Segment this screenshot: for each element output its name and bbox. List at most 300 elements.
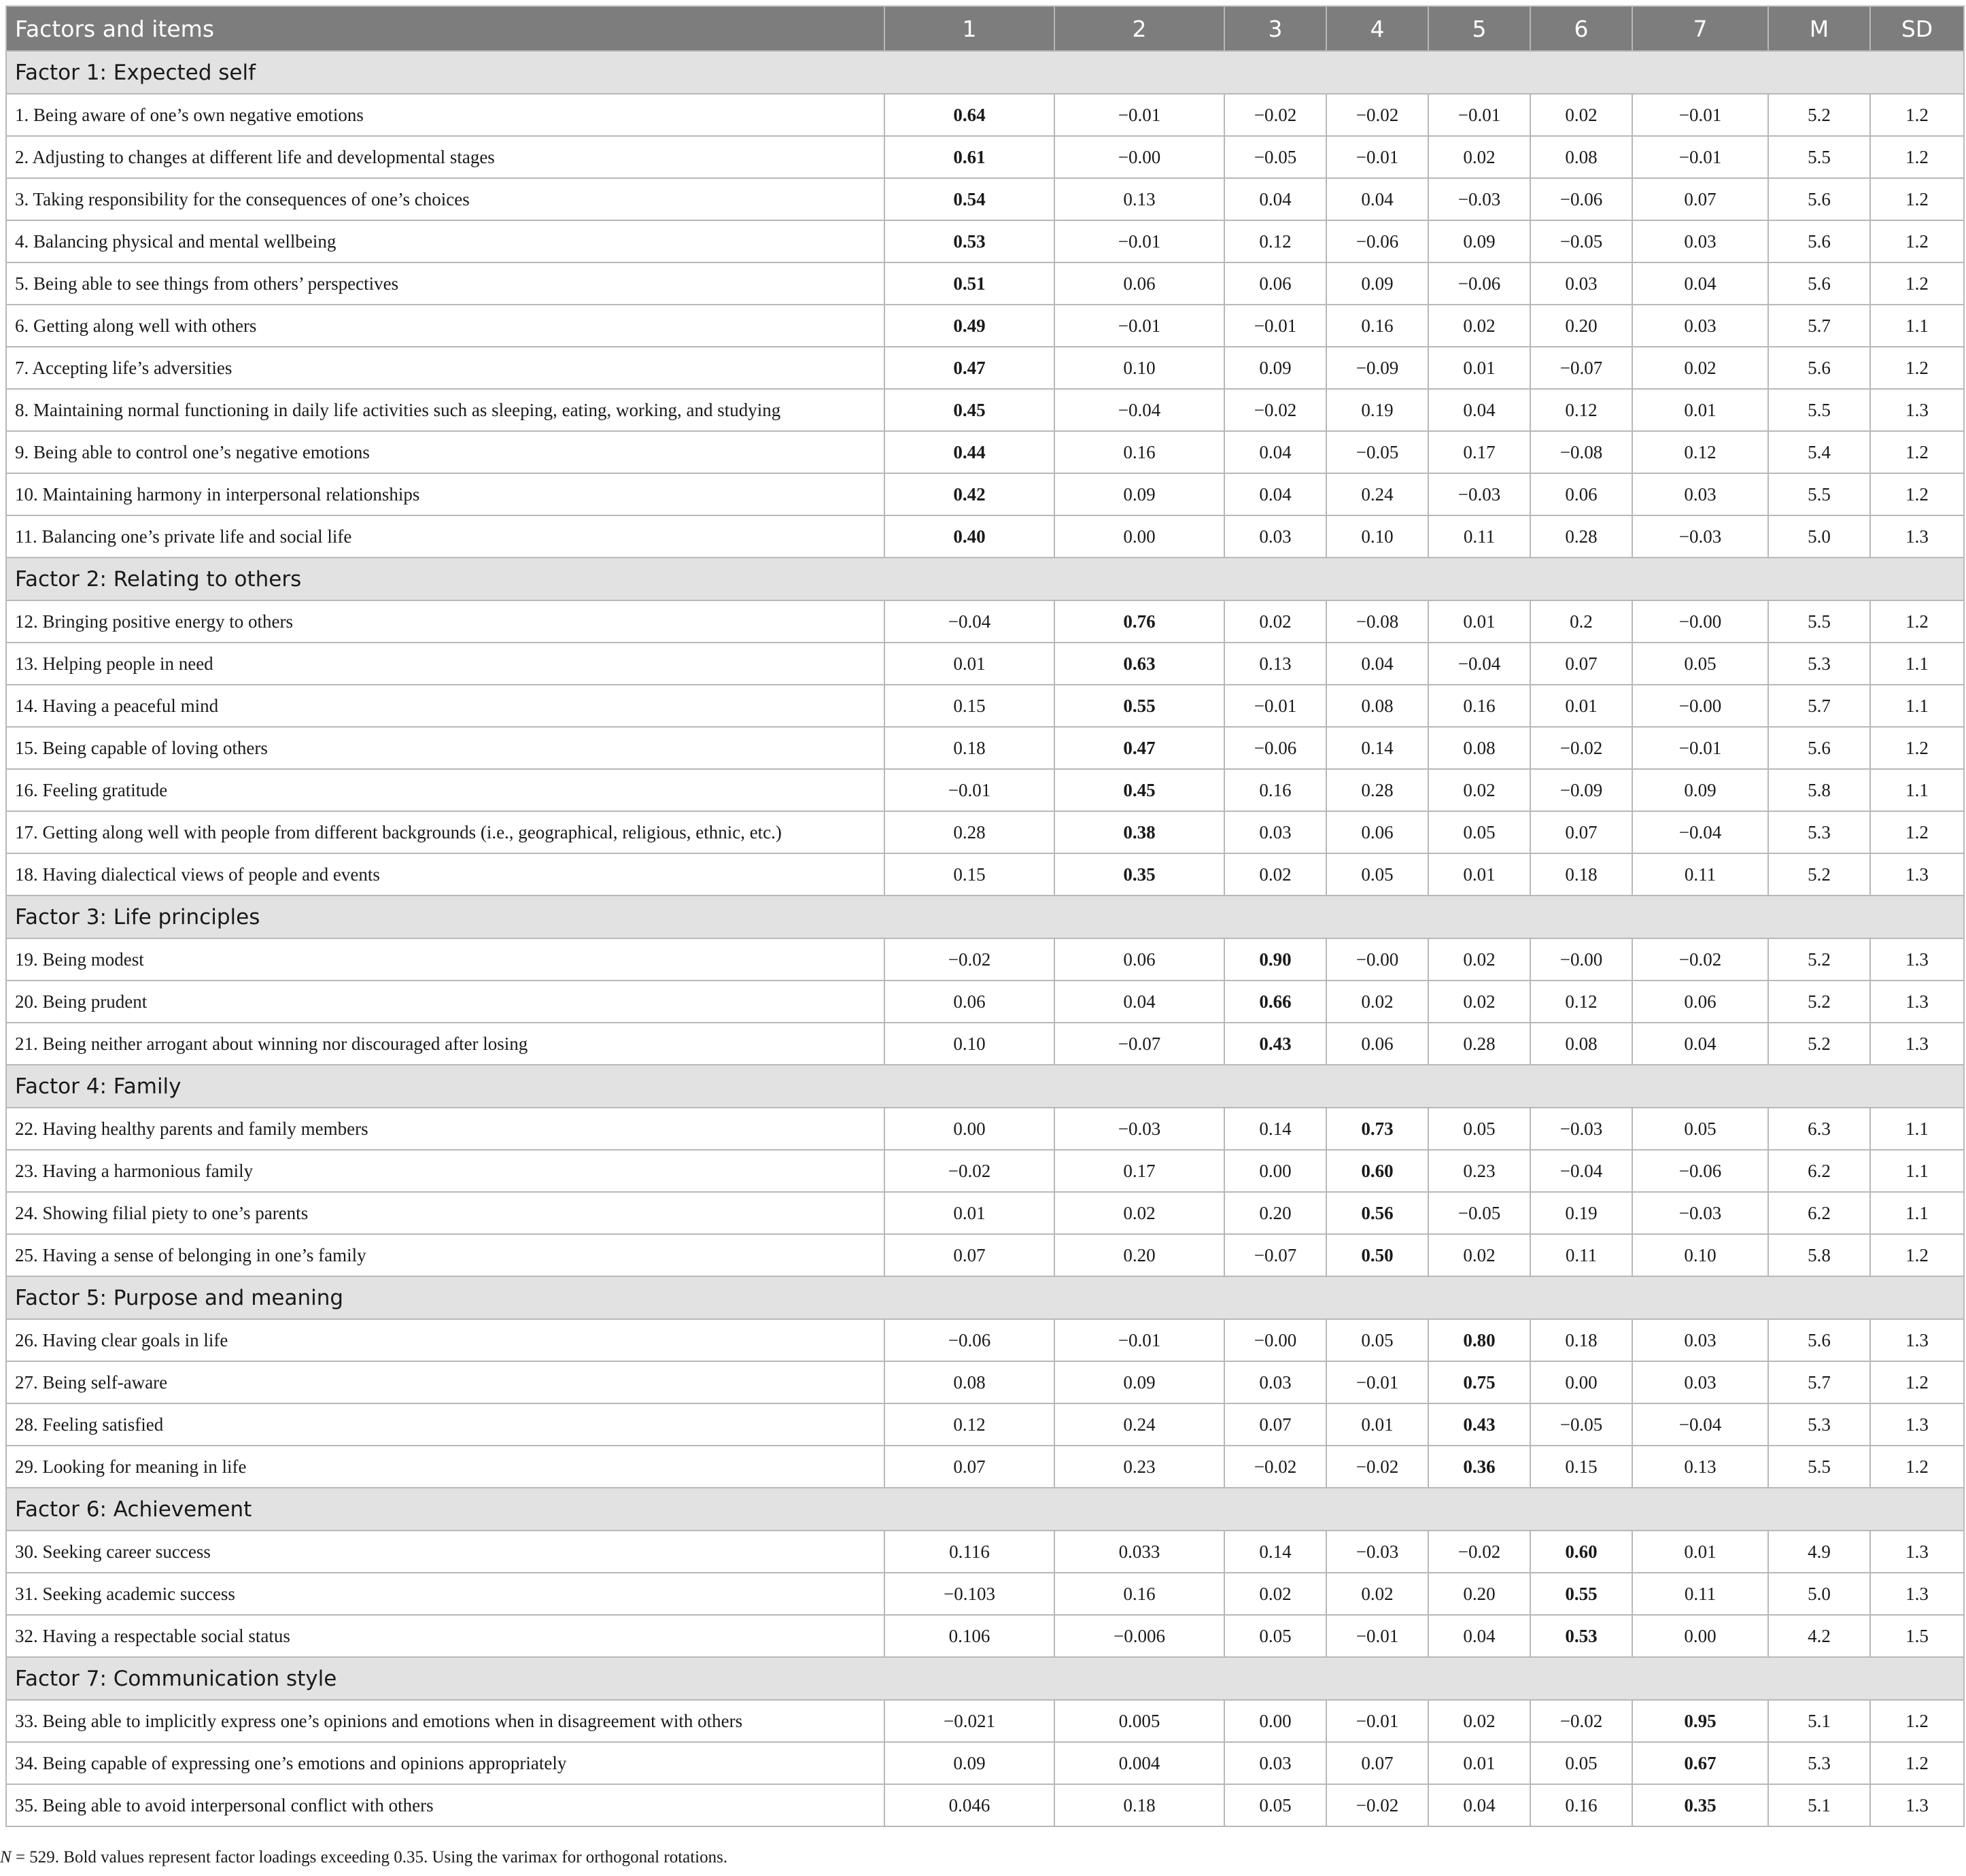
table-row <box>6 1784 1964 1826</box>
factor-group-title: Factor 1: Expected self <box>6 51 1964 94</box>
value-cell-sd: 1.2 <box>1870 94 1964 136</box>
value-cell-mean: 5.3 <box>1768 1403 1870 1446</box>
value-cell-factor-1: 0.64 <box>884 94 1054 136</box>
table-row <box>6 938 1964 980</box>
item-label-cell: 1. Being aware of one’s own negative emotions <box>6 94 884 136</box>
value-cell-factor-5: −0.05 <box>1428 1192 1530 1234</box>
value-cell-mean: 5.0 <box>1768 515 1870 558</box>
value-cell-mean: 5.6 <box>1768 178 1870 220</box>
item-label-cell: 9. Being able to control one’s negative emotions <box>6 431 884 473</box>
value-cell-factor-5: 0.01 <box>1428 853 1530 896</box>
table-row <box>6 1742 1964 1784</box>
value-cell-factor-2: −0.01 <box>1054 94 1224 136</box>
value-cell-factor-6: 0.60 <box>1530 1531 1632 1573</box>
value-cell-mean: 5.0 <box>1768 1573 1870 1615</box>
value-cell-mean: 5.5 <box>1768 389 1870 431</box>
value-cell-factor-4: 0.60 <box>1326 1150 1428 1192</box>
footnote-text: = 529. Bold values represent factor loadings exceeding 0.35. Using the varimax for orthogonal rotations. <box>11 1848 728 1866</box>
value-cell-factor-7: 0.04 <box>1632 262 1768 305</box>
value-cell-factor-5: 0.02 <box>1428 1700 1530 1742</box>
value-cell-factor-6: −0.09 <box>1530 769 1632 811</box>
value-cell-mean: 6.2 <box>1768 1192 1870 1234</box>
value-cell-factor-7: −0.04 <box>1632 811 1768 853</box>
item-label-cell: 22. Having healthy parents and family members <box>6 1108 884 1150</box>
value-cell-mean: 5.3 <box>1768 811 1870 853</box>
value-cell-factor-7: 0.01 <box>1632 1531 1768 1573</box>
value-cell-factor-5: 0.36 <box>1428 1446 1530 1488</box>
value-cell-factor-6: 0.15 <box>1530 1446 1632 1488</box>
value-cell-factor-6: −0.05 <box>1530 1403 1632 1446</box>
value-cell-factor-6: 0.12 <box>1530 980 1632 1023</box>
value-cell-factor-4: −0.02 <box>1326 1446 1428 1488</box>
value-cell-factor-6: 0.06 <box>1530 473 1632 515</box>
value-cell-factor-5: −0.03 <box>1428 473 1530 515</box>
header-cell-mean: M <box>1768 6 1870 51</box>
value-cell-factor-6: −0.02 <box>1530 1700 1632 1742</box>
value-cell-factor-7: −0.01 <box>1632 727 1768 769</box>
header-cell-factors-and-items: Factors and items <box>6 6 884 51</box>
value-cell-factor-6: 0.18 <box>1530 853 1632 896</box>
value-cell-factor-1: 0.15 <box>884 685 1054 727</box>
value-cell-factor-5: 0.04 <box>1428 389 1530 431</box>
value-cell-factor-2: −0.01 <box>1054 1319 1224 1361</box>
table-row <box>6 980 1964 1023</box>
item-label-cell: 31. Seeking academic success <box>6 1573 884 1615</box>
value-cell-sd: 1.3 <box>1870 1784 1964 1826</box>
value-cell-factor-7: −0.03 <box>1632 1192 1768 1234</box>
table-row <box>6 431 1964 473</box>
value-cell-factor-2: 0.06 <box>1054 938 1224 980</box>
value-cell-factor-7: 0.11 <box>1632 853 1768 896</box>
value-cell-sd: 1.1 <box>1870 305 1964 347</box>
value-cell-sd: 1.2 <box>1870 1361 1964 1403</box>
value-cell-factor-3: −0.00 <box>1224 1319 1326 1361</box>
value-cell-factor-7: −0.01 <box>1632 94 1768 136</box>
item-label-cell: 17. Getting along well with people from different backgrounds (i.e., geographical, religious, ethnic, etc.) <box>6 811 884 853</box>
value-cell-factor-3: 0.05 <box>1224 1615 1326 1657</box>
value-cell-factor-7: 0.10 <box>1632 1234 1768 1276</box>
value-cell-factor-7: −0.00 <box>1632 600 1768 643</box>
value-cell-sd: 1.5 <box>1870 1615 1964 1657</box>
table-row <box>6 643 1964 685</box>
value-cell-factor-2: 0.16 <box>1054 431 1224 473</box>
value-cell-factor-7: 0.03 <box>1632 473 1768 515</box>
value-cell-factor-3: 0.04 <box>1224 178 1326 220</box>
value-cell-factor-4: 0.06 <box>1326 811 1428 853</box>
item-label-cell: 33. Being able to implicitly express one’s opinions and emotions when in disagreement with others <box>6 1700 884 1742</box>
value-cell-sd: 1.2 <box>1870 1234 1964 1276</box>
value-cell-factor-5: 0.75 <box>1428 1361 1530 1403</box>
value-cell-factor-2: 0.10 <box>1054 347 1224 389</box>
value-cell-factor-6: −0.06 <box>1530 178 1632 220</box>
value-cell-sd: 1.2 <box>1870 347 1964 389</box>
value-cell-mean: 5.6 <box>1768 262 1870 305</box>
value-cell-factor-5: −0.06 <box>1428 262 1530 305</box>
value-cell-factor-1: 0.10 <box>884 1023 1054 1065</box>
value-cell-factor-3: 0.12 <box>1224 220 1326 262</box>
value-cell-factor-2: 0.20 <box>1054 1234 1224 1276</box>
value-cell-factor-1: 0.49 <box>884 305 1054 347</box>
value-cell-sd: 1.2 <box>1870 727 1964 769</box>
table-row <box>6 811 1964 853</box>
value-cell-factor-3: 0.07 <box>1224 1403 1326 1446</box>
value-cell-sd: 1.3 <box>1870 1403 1964 1446</box>
value-cell-factor-2: 0.06 <box>1054 262 1224 305</box>
value-cell-factor-7: −0.03 <box>1632 515 1768 558</box>
item-label-cell: 26. Having clear goals in life <box>6 1319 884 1361</box>
value-cell-factor-6: −0.00 <box>1530 938 1632 980</box>
item-label-cell: 23. Having a harmonious family <box>6 1150 884 1192</box>
table-row <box>6 473 1964 515</box>
value-cell-mean: 4.2 <box>1768 1615 1870 1657</box>
factor-group-title: Factor 4: Family <box>6 1065 1964 1108</box>
value-cell-factor-4: −0.01 <box>1326 136 1428 178</box>
value-cell-factor-2: 0.17 <box>1054 1150 1224 1192</box>
value-cell-factor-6: −0.02 <box>1530 727 1632 769</box>
value-cell-factor-7: 0.35 <box>1632 1784 1768 1826</box>
value-cell-factor-5: −0.03 <box>1428 178 1530 220</box>
header-cell-factor-4: 4 <box>1326 6 1428 51</box>
value-cell-factor-5: 0.05 <box>1428 1108 1530 1150</box>
value-cell-factor-4: −0.01 <box>1326 1700 1428 1742</box>
value-cell-mean: 5.7 <box>1768 685 1870 727</box>
table-row <box>6 1446 1964 1488</box>
value-cell-factor-1: 0.08 <box>884 1361 1054 1403</box>
table-row <box>6 1150 1964 1192</box>
value-cell-mean: 5.6 <box>1768 220 1870 262</box>
value-cell-factor-6: 0.2 <box>1530 600 1632 643</box>
value-cell-factor-2: 0.76 <box>1054 600 1224 643</box>
value-cell-factor-1: 0.45 <box>884 389 1054 431</box>
table-row <box>6 1403 1964 1446</box>
item-label-cell: 4. Balancing physical and mental wellbeing <box>6 220 884 262</box>
table-row <box>6 305 1964 347</box>
value-cell-factor-4: 0.05 <box>1326 853 1428 896</box>
value-cell-factor-5: 0.20 <box>1428 1573 1530 1615</box>
table-row <box>6 769 1964 811</box>
value-cell-factor-2: −0.07 <box>1054 1023 1224 1065</box>
value-cell-mean: 4.9 <box>1768 1531 1870 1573</box>
footnote-n-label: N <box>0 1848 12 1866</box>
table-row <box>6 1108 1964 1150</box>
value-cell-factor-3: −0.02 <box>1224 94 1326 136</box>
value-cell-factor-3: 0.02 <box>1224 853 1326 896</box>
value-cell-factor-6: 0.28 <box>1530 515 1632 558</box>
value-cell-factor-4: 0.06 <box>1326 1023 1428 1065</box>
value-cell-factor-6: 0.16 <box>1530 1784 1632 1826</box>
value-cell-factor-5: 0.01 <box>1428 600 1530 643</box>
value-cell-factor-3: 0.14 <box>1224 1531 1326 1573</box>
value-cell-sd: 1.1 <box>1870 769 1964 811</box>
value-cell-mean: 5.2 <box>1768 1023 1870 1065</box>
value-cell-mean: 5.3 <box>1768 1742 1870 1784</box>
value-cell-factor-5: 0.11 <box>1428 515 1530 558</box>
value-cell-factor-4: −0.03 <box>1326 1531 1428 1573</box>
value-cell-factor-4: 0.56 <box>1326 1192 1428 1234</box>
item-label-cell: 32. Having a respectable social status <box>6 1615 884 1657</box>
value-cell-mean: 5.5 <box>1768 1446 1870 1488</box>
value-cell-factor-1: 0.54 <box>884 178 1054 220</box>
value-cell-factor-1: 0.61 <box>884 136 1054 178</box>
value-cell-mean: 5.6 <box>1768 347 1870 389</box>
value-cell-mean: 5.3 <box>1768 643 1870 685</box>
item-label-cell: 7. Accepting life’s adversities <box>6 347 884 389</box>
factor-group-row <box>6 558 1964 600</box>
value-cell-factor-5: 0.02 <box>1428 938 1530 980</box>
value-cell-factor-2: 0.033 <box>1054 1531 1224 1573</box>
table-row <box>6 347 1964 389</box>
item-label-cell: 30. Seeking career success <box>6 1531 884 1573</box>
value-cell-factor-2: 0.24 <box>1054 1403 1224 1446</box>
table-row <box>6 1192 1964 1234</box>
value-cell-factor-2: 0.38 <box>1054 811 1224 853</box>
factor-loadings-table-container <box>5 5 1963 1827</box>
value-cell-mean: 5.1 <box>1768 1700 1870 1742</box>
value-cell-mean: 5.7 <box>1768 305 1870 347</box>
table-row <box>6 136 1964 178</box>
table-row <box>6 1531 1964 1573</box>
value-cell-factor-1: −0.06 <box>884 1319 1054 1361</box>
value-cell-factor-6: 0.02 <box>1530 94 1632 136</box>
value-cell-factor-3: 0.00 <box>1224 1700 1326 1742</box>
value-cell-factor-3: 0.03 <box>1224 811 1326 853</box>
value-cell-factor-5: 0.80 <box>1428 1319 1530 1361</box>
value-cell-sd: 1.3 <box>1870 389 1964 431</box>
value-cell-factor-3: 0.03 <box>1224 1742 1326 1784</box>
table-row <box>6 853 1964 896</box>
item-label-cell: 12. Bringing positive energy to others <box>6 600 884 643</box>
value-cell-factor-1: 0.09 <box>884 1742 1054 1784</box>
header-cell-factor-2: 2 <box>1054 6 1224 51</box>
value-cell-factor-7: 0.02 <box>1632 347 1768 389</box>
value-cell-factor-1: 0.01 <box>884 643 1054 685</box>
value-cell-factor-4: 0.08 <box>1326 685 1428 727</box>
item-label-cell: 20. Being prudent <box>6 980 884 1023</box>
value-cell-factor-5: −0.04 <box>1428 643 1530 685</box>
value-cell-factor-6: −0.08 <box>1530 431 1632 473</box>
value-cell-sd: 1.3 <box>1870 938 1964 980</box>
value-cell-factor-2: 0.09 <box>1054 473 1224 515</box>
value-cell-factor-3: −0.02 <box>1224 1446 1326 1488</box>
value-cell-factor-1: 0.28 <box>884 811 1054 853</box>
value-cell-factor-7: 0.00 <box>1632 1615 1768 1657</box>
value-cell-factor-1: 0.106 <box>884 1615 1054 1657</box>
value-cell-factor-7: 0.05 <box>1632 643 1768 685</box>
value-cell-factor-1: 0.07 <box>884 1234 1054 1276</box>
value-cell-sd: 1.1 <box>1870 1108 1964 1150</box>
value-cell-sd: 1.2 <box>1870 431 1964 473</box>
value-cell-factor-5: 0.04 <box>1428 1615 1530 1657</box>
value-cell-factor-2: 0.004 <box>1054 1742 1224 1784</box>
value-cell-factor-1: −0.02 <box>884 938 1054 980</box>
value-cell-factor-3: −0.06 <box>1224 727 1326 769</box>
item-label-cell: 25. Having a sense of belonging in one’s family <box>6 1234 884 1276</box>
value-cell-factor-4: 0.02 <box>1326 980 1428 1023</box>
value-cell-factor-5: −0.01 <box>1428 94 1530 136</box>
value-cell-factor-6: 0.19 <box>1530 1192 1632 1234</box>
item-label-cell: 10. Maintaining harmony in interpersonal relationships <box>6 473 884 515</box>
value-cell-mean: 5.6 <box>1768 1319 1870 1361</box>
value-cell-factor-2: 0.63 <box>1054 643 1224 685</box>
factor-group-title: Factor 2: Relating to others <box>6 558 1964 600</box>
value-cell-factor-3: 0.04 <box>1224 473 1326 515</box>
factor-group-title: Factor 5: Purpose and meaning <box>6 1276 1964 1319</box>
table-row <box>6 220 1964 262</box>
value-cell-factor-5: 0.02 <box>1428 980 1530 1023</box>
value-cell-factor-7: 0.07 <box>1632 178 1768 220</box>
value-cell-factor-7: 0.05 <box>1632 1108 1768 1150</box>
factor-group-row <box>6 1276 1964 1319</box>
value-cell-factor-5: 0.16 <box>1428 685 1530 727</box>
value-cell-factor-2: 0.09 <box>1054 1361 1224 1403</box>
value-cell-sd: 1.2 <box>1870 811 1964 853</box>
value-cell-factor-4: 0.10 <box>1326 515 1428 558</box>
table-row <box>6 515 1964 558</box>
value-cell-factor-7: 0.03 <box>1632 1361 1768 1403</box>
header-cell-factor-5: 5 <box>1428 6 1530 51</box>
value-cell-sd: 1.2 <box>1870 178 1964 220</box>
value-cell-factor-5: 0.05 <box>1428 811 1530 853</box>
value-cell-factor-7: 0.03 <box>1632 220 1768 262</box>
value-cell-factor-7: 0.12 <box>1632 431 1768 473</box>
value-cell-factor-7: 0.04 <box>1632 1023 1768 1065</box>
value-cell-factor-4: 0.16 <box>1326 305 1428 347</box>
value-cell-factor-3: 0.09 <box>1224 347 1326 389</box>
item-label-cell: 18. Having dialectical views of people and events <box>6 853 884 896</box>
table-body <box>6 51 1964 1826</box>
value-cell-factor-3: 0.43 <box>1224 1023 1326 1065</box>
item-label-cell: 6. Getting along well with others <box>6 305 884 347</box>
table-row <box>6 1319 1964 1361</box>
value-cell-factor-1: −0.02 <box>884 1150 1054 1192</box>
factor-group-title: Factor 3: Life principles <box>6 896 1964 938</box>
value-cell-factor-7: 0.95 <box>1632 1700 1768 1742</box>
value-cell-factor-6: 0.03 <box>1530 262 1632 305</box>
value-cell-mean: 5.5 <box>1768 600 1870 643</box>
value-cell-factor-4: 0.02 <box>1326 1573 1428 1615</box>
value-cell-factor-5: 0.02 <box>1428 769 1530 811</box>
value-cell-mean: 6.2 <box>1768 1150 1870 1192</box>
value-cell-mean: 6.3 <box>1768 1108 1870 1150</box>
value-cell-factor-1: 0.116 <box>884 1531 1054 1573</box>
item-label-cell: 29. Looking for meaning in life <box>6 1446 884 1488</box>
value-cell-factor-1: −0.04 <box>884 600 1054 643</box>
value-cell-factor-4: −0.02 <box>1326 1784 1428 1826</box>
value-cell-factor-4: 0.73 <box>1326 1108 1428 1150</box>
value-cell-factor-7: −0.01 <box>1632 136 1768 178</box>
value-cell-factor-2: 0.18 <box>1054 1784 1224 1826</box>
table-row <box>6 685 1964 727</box>
value-cell-factor-1: 0.53 <box>884 220 1054 262</box>
item-label-cell: 19. Being modest <box>6 938 884 980</box>
value-cell-sd: 1.1 <box>1870 685 1964 727</box>
value-cell-factor-1: 0.18 <box>884 727 1054 769</box>
value-cell-factor-4: 0.05 <box>1326 1319 1428 1361</box>
value-cell-factor-6: 0.12 <box>1530 389 1632 431</box>
value-cell-factor-4: −0.05 <box>1326 431 1428 473</box>
value-cell-factor-3: 0.02 <box>1224 1573 1326 1615</box>
item-label-cell: 2. Adjusting to changes at different life and developmental stages <box>6 136 884 178</box>
value-cell-factor-5: 0.09 <box>1428 220 1530 262</box>
value-cell-factor-5: 0.04 <box>1428 1784 1530 1826</box>
table-row <box>6 1234 1964 1276</box>
value-cell-factor-5: 0.02 <box>1428 1234 1530 1276</box>
value-cell-factor-1: 0.51 <box>884 262 1054 305</box>
value-cell-mean: 5.5 <box>1768 136 1870 178</box>
value-cell-factor-3: 0.06 <box>1224 262 1326 305</box>
value-cell-factor-3: −0.01 <box>1224 685 1326 727</box>
value-cell-factor-6: −0.03 <box>1530 1108 1632 1150</box>
value-cell-mean: 5.2 <box>1768 94 1870 136</box>
item-label-cell: 34. Being capable of expressing one’s emotions and opinions appropriately <box>6 1742 884 1784</box>
value-cell-factor-4: −0.06 <box>1326 220 1428 262</box>
table-row <box>6 389 1964 431</box>
table-row <box>6 262 1964 305</box>
item-label-cell: 28. Feeling satisfied <box>6 1403 884 1446</box>
value-cell-factor-4: 0.19 <box>1326 389 1428 431</box>
value-cell-factor-6: 0.05 <box>1530 1742 1632 1784</box>
value-cell-sd: 1.3 <box>1870 1023 1964 1065</box>
factor-group-title: Factor 7: Communication style <box>6 1657 1964 1700</box>
value-cell-factor-4: 0.04 <box>1326 178 1428 220</box>
item-label-cell: 14. Having a peaceful mind <box>6 685 884 727</box>
value-cell-mean: 5.2 <box>1768 980 1870 1023</box>
value-cell-factor-2: 0.23 <box>1054 1446 1224 1488</box>
value-cell-factor-1: −0.021 <box>884 1700 1054 1742</box>
table-row <box>6 1573 1964 1615</box>
value-cell-factor-7: −0.04 <box>1632 1403 1768 1446</box>
value-cell-factor-2: 0.04 <box>1054 980 1224 1023</box>
value-cell-factor-7: 0.13 <box>1632 1446 1768 1488</box>
value-cell-factor-6: −0.07 <box>1530 347 1632 389</box>
value-cell-factor-6: −0.05 <box>1530 220 1632 262</box>
value-cell-factor-2: 0.35 <box>1054 853 1224 896</box>
header-cell-factor-1: 1 <box>884 6 1054 51</box>
value-cell-factor-2: −0.006 <box>1054 1615 1224 1657</box>
value-cell-factor-4: −0.00 <box>1326 938 1428 980</box>
value-cell-factor-3: 0.66 <box>1224 980 1326 1023</box>
value-cell-sd: 1.2 <box>1870 1742 1964 1784</box>
value-cell-sd: 1.1 <box>1870 1192 1964 1234</box>
item-label-cell: 11. Balancing one’s private life and social life <box>6 515 884 558</box>
value-cell-factor-6: 0.00 <box>1530 1361 1632 1403</box>
value-cell-factor-3: −0.07 <box>1224 1234 1326 1276</box>
value-cell-sd: 1.3 <box>1870 1319 1964 1361</box>
factor-group-row <box>6 51 1964 94</box>
value-cell-factor-2: −0.00 <box>1054 136 1224 178</box>
table-row <box>6 1700 1964 1742</box>
value-cell-factor-2: 0.02 <box>1054 1192 1224 1234</box>
value-cell-factor-3: 0.02 <box>1224 600 1326 643</box>
value-cell-factor-2: −0.04 <box>1054 389 1224 431</box>
value-cell-factor-5: 0.01 <box>1428 347 1530 389</box>
table-row <box>6 600 1964 643</box>
value-cell-factor-4: 0.01 <box>1326 1403 1428 1446</box>
item-label-cell: 3. Taking responsibility for the consequences of one’s choices <box>6 178 884 220</box>
value-cell-factor-5: 0.01 <box>1428 1742 1530 1784</box>
value-cell-factor-1: 0.40 <box>884 515 1054 558</box>
value-cell-factor-3: 0.03 <box>1224 515 1326 558</box>
item-label-cell: 16. Feeling gratitude <box>6 769 884 811</box>
table-row <box>6 1615 1964 1657</box>
value-cell-factor-2: 0.00 <box>1054 515 1224 558</box>
value-cell-factor-6: −0.04 <box>1530 1150 1632 1192</box>
value-cell-factor-6: 0.11 <box>1530 1234 1632 1276</box>
value-cell-factor-6: 0.53 <box>1530 1615 1632 1657</box>
value-cell-mean: 5.5 <box>1768 473 1870 515</box>
value-cell-factor-5: −0.02 <box>1428 1531 1530 1573</box>
header-cell-factor-3: 3 <box>1224 6 1326 51</box>
